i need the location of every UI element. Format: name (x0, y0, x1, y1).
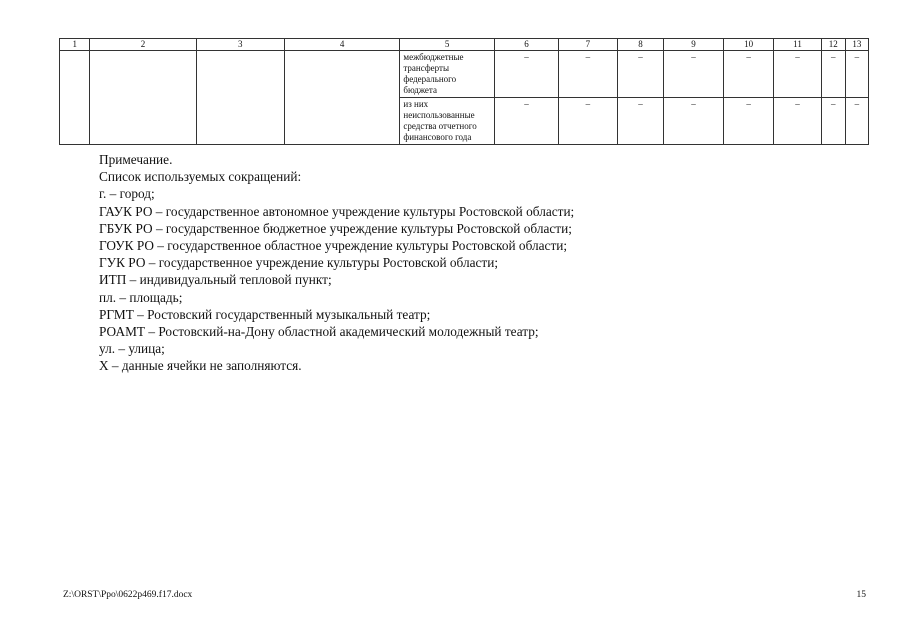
abbreviation-item: ул. – улица; (99, 341, 165, 357)
table-cell: – (559, 98, 618, 145)
abbreviation-item: ГУК РО – государственное учреждение культуры Ростовской области; (99, 255, 499, 271)
table-cell: – (494, 98, 558, 145)
column-number: 4 (284, 39, 400, 51)
column-number: 11 (774, 39, 821, 51)
row-label: межбюджетные трансферты федерального бюджета (400, 51, 495, 98)
table-cell: – (774, 51, 821, 98)
column-number: 7 (559, 39, 618, 51)
abbreviation-item: РГМТ – Ростовский государственный музыкальный театр; (99, 306, 431, 322)
column-number: 1 (60, 39, 90, 51)
abbreviation-item: ГАУК РО – государственное автономное учреждение культуры Ростовской области; (99, 203, 575, 219)
empty-cell (90, 51, 196, 145)
abbreviation-item: ГОУК РО – государственное областное учреждение культуры Ростовской области; (99, 238, 568, 254)
footer-file-path: Z:\ORST\Ppo\0622p469.f17.docx (63, 590, 193, 600)
page-number: 15 (856, 590, 866, 600)
column-number: 12 (821, 39, 845, 51)
abbreviation-item: г. – город; (99, 186, 155, 202)
table-cell: – (617, 51, 663, 98)
notes-section (99, 151, 859, 375)
table-header-row (60, 39, 869, 51)
column-number: 9 (664, 39, 724, 51)
abbreviation-item: Х – данные ячейки не заполняются. (99, 358, 302, 374)
table-cell: – (723, 51, 773, 98)
column-number: 3 (196, 39, 284, 51)
table-cell: – (723, 98, 773, 145)
notes-title: Примечание. (99, 152, 173, 167)
table-cell: – (821, 98, 845, 145)
empty-cell (284, 51, 400, 145)
table-cell: – (821, 51, 845, 98)
abbreviation-item: ГБУК РО – государственное бюджетное учреждение культуры Ростовской области; (99, 220, 572, 236)
table-cell: – (559, 51, 618, 98)
column-number: 5 (400, 39, 495, 51)
column-number: 13 (845, 39, 868, 51)
column-number: 6 (494, 39, 558, 51)
table-cell: – (774, 98, 821, 145)
table-cell: – (845, 98, 868, 145)
abbreviation-item: ИТП – индивидуальный тепловой пункт; (99, 272, 332, 288)
table-cell: – (664, 98, 724, 145)
abbreviation-item: РОАМТ – Ростовский-на-Дону областной академический молодежный театр; (99, 324, 539, 340)
abbreviation-item: пл. – площадь; (99, 289, 183, 305)
table-row (60, 51, 869, 98)
table-cell: – (494, 51, 558, 98)
table-cell: – (845, 51, 868, 98)
table-cell: – (617, 98, 663, 145)
column-number: 10 (723, 39, 773, 51)
row-label: из них неиспользованные средства отчетного финансового года (400, 98, 495, 145)
notes-intro: Список используемых сокращений: (99, 169, 302, 185)
column-number: 8 (617, 39, 663, 51)
table-cell: – (664, 51, 724, 98)
empty-cell (60, 51, 90, 145)
empty-cell (196, 51, 284, 145)
column-number: 2 (90, 39, 196, 51)
data-table (59, 38, 869, 145)
